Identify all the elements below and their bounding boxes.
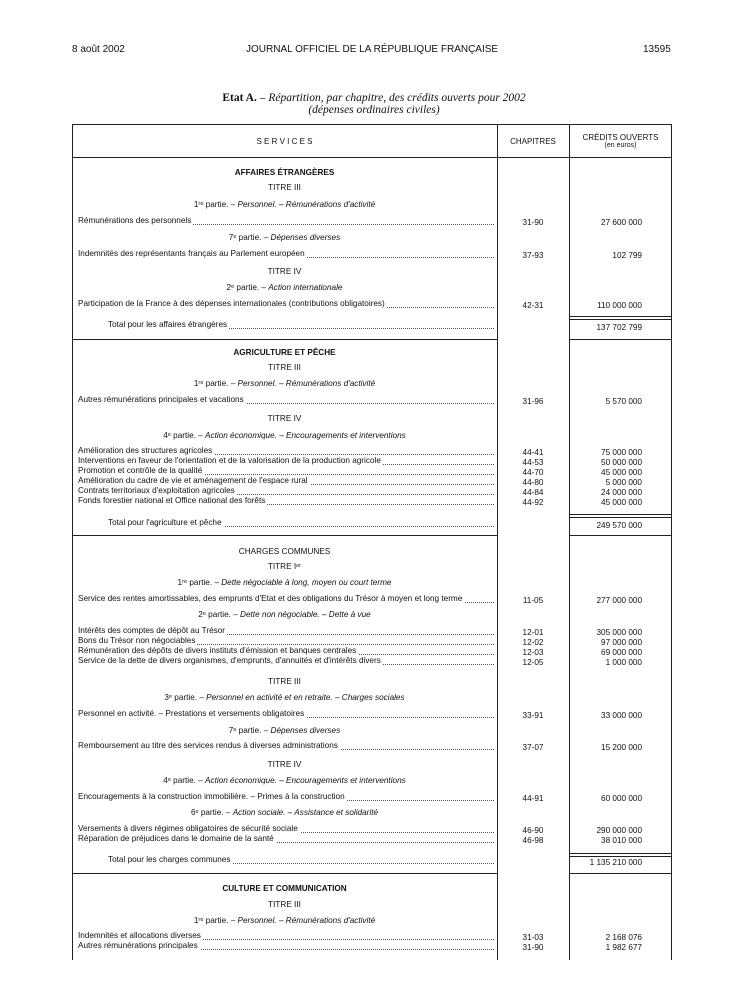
row-chapitre: 42-31 xyxy=(522,301,544,310)
col-credits-unit: (en euros) xyxy=(604,142,637,149)
row-label: Remboursement au titre des services rendus à diverses administrations xyxy=(78,741,494,751)
row-chapitre: 31-96 xyxy=(522,397,544,406)
journal-title: JOURNAL OFFICIEL DE LA RÉPUBLIQUE FRANÇAISE xyxy=(246,44,499,55)
row-amount: 75 000 000 xyxy=(601,448,642,457)
title-lead: Etat A. xyxy=(222,92,257,104)
total-label: Total pour l'agriculture et pêche xyxy=(108,518,494,528)
row-chapitre: 11-05 xyxy=(522,596,544,605)
row-label: Intérêts des comptes de dépôt au Trésor xyxy=(78,626,494,636)
partie-heading: 1ʳᵉ partie. – Personnel. – Rémunérations d'activité xyxy=(193,200,376,209)
col-services: S E R V I C E S xyxy=(256,137,313,146)
titre-heading: TITRE III xyxy=(268,363,301,372)
row-chapitre: 46-98 xyxy=(522,836,544,845)
section-heading: CULTURE ET COMMUNICATION xyxy=(222,884,347,893)
partie-heading: 6ᵉ partie. – Action sociale. – Assistance et solidarité xyxy=(190,808,379,817)
row-amount: 2 168 076 xyxy=(605,933,642,942)
row-amount: 97 000 000 xyxy=(601,638,642,647)
partie-heading: 1ʳᵉ partie. – Dette négociable à long, moyen ou court terme xyxy=(177,578,392,587)
row-label: Rémunération des dépôts de divers instituts d'émission et banques centrales xyxy=(78,646,494,656)
row-label: Contrats territoriaux d'exploitation agricoles xyxy=(78,486,494,496)
row-amount: 24 000 000 xyxy=(601,488,642,497)
row-label: Autres rémunérations principales xyxy=(78,941,494,951)
row-amount: 305 000 000 xyxy=(596,628,642,637)
row-label: Participation de la France à des dépenses internationales (contributions obligatoires) xyxy=(78,299,494,309)
partie-heading: 4ᵉ partie. – Action économique. – Encouragements et interventions xyxy=(163,431,406,440)
row-chapitre: 44-92 xyxy=(522,498,544,507)
partie-heading: 2ᵉ partie. – Dette non négociable. – Dette à vue xyxy=(198,610,371,619)
titre-heading: TITRE III xyxy=(268,183,301,192)
title-line1: Répartition, par chapitre, des crédits ouverts pour 2002 xyxy=(268,92,526,104)
row-amount: 60 000 000 xyxy=(601,794,642,803)
row-label: Réparation de préjudices dans le domaine de la santé xyxy=(78,834,494,844)
partie-heading: 1ʳᵉ partie. – Personnel. – Rémunérations d'activité xyxy=(193,379,376,388)
total-label: Total pour les charges communes xyxy=(108,855,494,865)
row-amount: 38 010 000 xyxy=(601,836,642,845)
row-chapitre: 44-41 xyxy=(522,448,544,457)
row-amount: 50 000 000 xyxy=(601,458,642,467)
row-amount: 1 000 000 xyxy=(605,658,642,667)
titre-heading: TITRE IV xyxy=(267,267,302,276)
row-chapitre: 44-53 xyxy=(522,458,544,467)
row-label: Personnel en activité. – Prestations et versements obligatoires xyxy=(78,709,494,719)
partie-heading: 4ᵉ partie. – Action économique. – Encouragements et interventions xyxy=(163,776,406,785)
row-label: Autres rémunérations principales et vacations xyxy=(78,395,494,405)
total-label: Total pour les affaires étrangères xyxy=(108,320,494,330)
row-chapitre: 46-90 xyxy=(522,826,544,835)
row-amount: 27 600 000 xyxy=(601,218,642,227)
row-label: Versements à divers régimes obligatoires de sécurité sociale xyxy=(78,824,494,834)
total-amount: 1 135 210 000 xyxy=(589,858,642,867)
row-label: Fonds forestier national et Office national des forêts xyxy=(78,496,494,506)
row-amount: 45 000 000 xyxy=(601,498,642,507)
partie-heading: 3ᵉ partie. – Personnel en activité et en retraite. – Charges sociales xyxy=(164,693,405,702)
col-chapitres: CHAPITRES xyxy=(510,137,556,146)
row-amount: 290 000 000 xyxy=(596,826,642,835)
row-amount: 69 000 000 xyxy=(601,648,642,657)
partie-heading: 2ᵉ partie. – Action internationale xyxy=(226,283,343,292)
row-amount: 1 982 677 xyxy=(605,943,642,952)
row-amount: 5 000 000 xyxy=(605,478,642,487)
titre-heading: TITRE Iᵉʳ xyxy=(267,562,302,571)
row-chapitre: 44-91 xyxy=(522,794,544,803)
row-chapitre: 31-90 xyxy=(522,218,544,227)
row-label: Service de la dette de divers organismes, d'emprunts, d'annuités et d'intérêts divers xyxy=(78,656,494,666)
row-chapitre: 44-84 xyxy=(522,488,544,497)
document-subtitle: (dépenses ordinaires civiles) xyxy=(308,104,440,116)
row-amount: 45 000 000 xyxy=(601,468,642,477)
titre-heading: TITRE III xyxy=(268,900,301,909)
row-chapitre: 37-07 xyxy=(522,743,544,752)
row-chapitre: 31-90 xyxy=(522,943,544,952)
row-chapitre: 37-93 xyxy=(522,251,544,260)
row-chapitre: 33-91 xyxy=(522,711,544,720)
total-amount: 137 702 799 xyxy=(596,323,642,332)
row-label: Amélioration du cadre de vie et aménagement de l'espace rural xyxy=(78,476,494,486)
col-credits: CRÉDITS OUVERTS xyxy=(582,133,659,142)
row-label: Indemnités et allocations diverses xyxy=(78,931,494,941)
section-heading: CHARGES COMMUNES xyxy=(238,547,331,556)
page-number: 13595 xyxy=(643,44,671,55)
partie-heading: 7ᵉ partie. – Dépenses diverses xyxy=(228,233,341,242)
title-dash: – xyxy=(256,92,269,104)
row-label: Promotion et contrôle de la qualité xyxy=(78,466,494,476)
row-amount: 277 000 000 xyxy=(596,596,642,605)
row-amount: 33 000 000 xyxy=(601,711,642,720)
partie-heading: 7ᵉ partie. – Dépenses diverses xyxy=(228,726,341,735)
row-label: Indemnités des représentants français au Parlement européen xyxy=(78,249,494,259)
row-chapitre: 12-05 xyxy=(522,658,544,667)
row-label: Encouragements à la construction immobilière. – Primes à la construction xyxy=(78,792,494,802)
section-heading: AFFAIRES ÉTRANGÈRES xyxy=(234,168,335,177)
row-amount: 102 799 xyxy=(612,251,642,260)
titre-heading: TITRE IV xyxy=(267,414,302,423)
row-amount: 5 570 000 xyxy=(605,397,642,406)
partie-heading: 1ʳᵉ partie. – Personnel. – Rémunérations d'activité xyxy=(193,916,376,925)
row-label: Interventions en faveur de l'orientation et de la valorisation de la production agricole xyxy=(78,456,494,466)
row-label: Bons du Trésor non négociables xyxy=(78,636,494,646)
row-label: Rémunérations des personnels xyxy=(78,216,494,226)
row-chapitre: 31-03 xyxy=(522,933,544,942)
row-chapitre: 44-70 xyxy=(522,468,544,477)
titre-heading: TITRE IV xyxy=(267,760,302,769)
document-title xyxy=(0,92,748,104)
row-amount: 110 000 000 xyxy=(597,301,642,310)
row-label: Service des rentes amortissables, des emprunts d'Etat et des obligations du Trésor à moyen et long terme xyxy=(78,594,494,604)
total-amount: 249 570 000 xyxy=(596,521,642,530)
page-date: 8 août 2002 xyxy=(72,44,125,55)
row-amount: 15 200 000 xyxy=(601,743,642,752)
row-chapitre: 12-02 xyxy=(522,638,544,647)
row-chapitre: 12-03 xyxy=(522,648,544,657)
titre-heading: TITRE III xyxy=(268,677,301,686)
row-label: Amélioration des structures agricoles xyxy=(78,446,494,456)
section-heading: AGRICULTURE ET PÊCHE xyxy=(233,348,336,357)
row-chapitre: 12-01 xyxy=(522,628,544,637)
row-chapitre: 44-80 xyxy=(522,478,544,487)
